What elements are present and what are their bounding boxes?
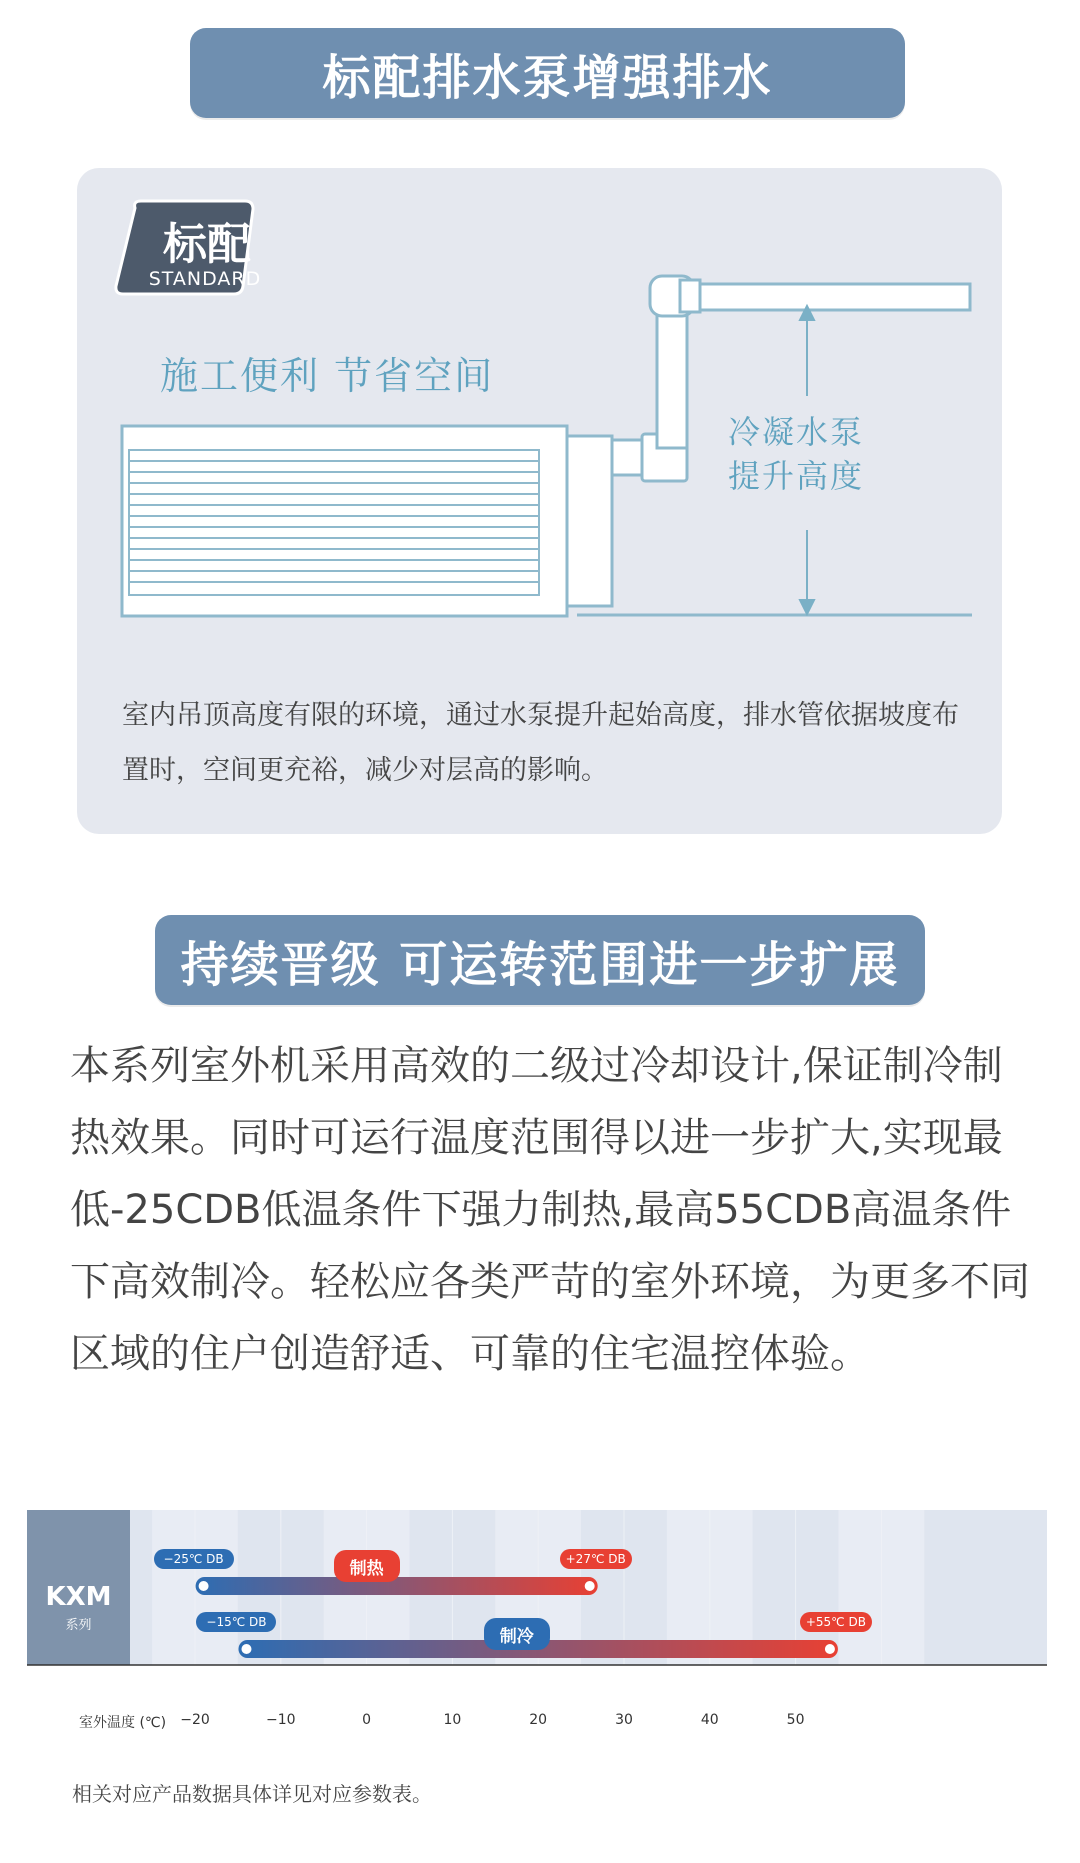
range-end-label: +27℃ DB — [560, 1549, 632, 1569]
row-sublabel: 系列 — [65, 1618, 92, 1633]
x-tick-label: 20 — [529, 1712, 548, 1728]
heating-series-label: 制热 — [334, 1550, 400, 1582]
x-tick-label: 0 — [362, 1712, 372, 1728]
operating-range-chart — [27, 1510, 1047, 1710]
range-start-label: −15℃ DB — [196, 1612, 276, 1632]
range-endpoint — [199, 1581, 209, 1591]
badge-label-en: STANDARD — [148, 268, 262, 290]
section-title-drain-pump: 标配排水泵增强排水 — [190, 28, 905, 118]
range-endpoint — [585, 1581, 595, 1591]
cooling-series-label: 制冷 — [484, 1618, 550, 1650]
pump-label-line-1: 冷凝水泵 — [728, 413, 865, 451]
badge-label-cn: 标配 — [163, 219, 251, 270]
x-tick-label: −20 — [180, 1712, 210, 1728]
indoor-unit — [122, 426, 567, 616]
x-tick-label: −10 — [266, 1712, 296, 1728]
x-axis-title: 室外温度 (℃) — [79, 1715, 167, 1731]
x-tick-label: 40 — [700, 1712, 719, 1728]
row-label-kxm: KXM — [45, 1582, 112, 1612]
pump-label-line-2: 提升高度 — [728, 457, 865, 495]
range-end-label: +55℃ DB — [800, 1612, 872, 1632]
x-tick-label: 10 — [443, 1712, 462, 1728]
section-title-operating-range: 持续晋级 可运转范围进一步扩展 — [155, 915, 925, 1005]
range-endpoint — [825, 1644, 835, 1654]
card-description: 室内吊顶高度有限的环境，通过水泵提升起始高度，排水管依据坡度布置时，空间更充裕，减少对层高的影响。 — [122, 700, 959, 786]
x-tick-label: 50 — [786, 1712, 805, 1728]
pump-height-label — [728, 410, 888, 498]
footnote: 相关对应产品数据具体详见对应参数表。 — [72, 1782, 432, 1806]
pump-box — [567, 436, 612, 606]
range-start-label: −25℃ DB — [154, 1549, 234, 1569]
x-tick-label: 30 — [615, 1712, 633, 1728]
heating-range-bar — [196, 1577, 598, 1595]
description-paragraph: 本系列室外机采用高效的二级过冷却设计,保证制冷制热效果。同时可运行温度范围得以进一步扩大,实现最低-25CDB低温条件下强力制热,最高55CDB高温条件下高效制冷。轻松应各类严苛的室外环境，为更多不同区域的住户创造舒适、可靠的住宅温控体验。 — [70, 1043, 1030, 1377]
range-endpoint — [241, 1644, 251, 1654]
slogan: 施工便利 节省空间 — [160, 354, 495, 398]
